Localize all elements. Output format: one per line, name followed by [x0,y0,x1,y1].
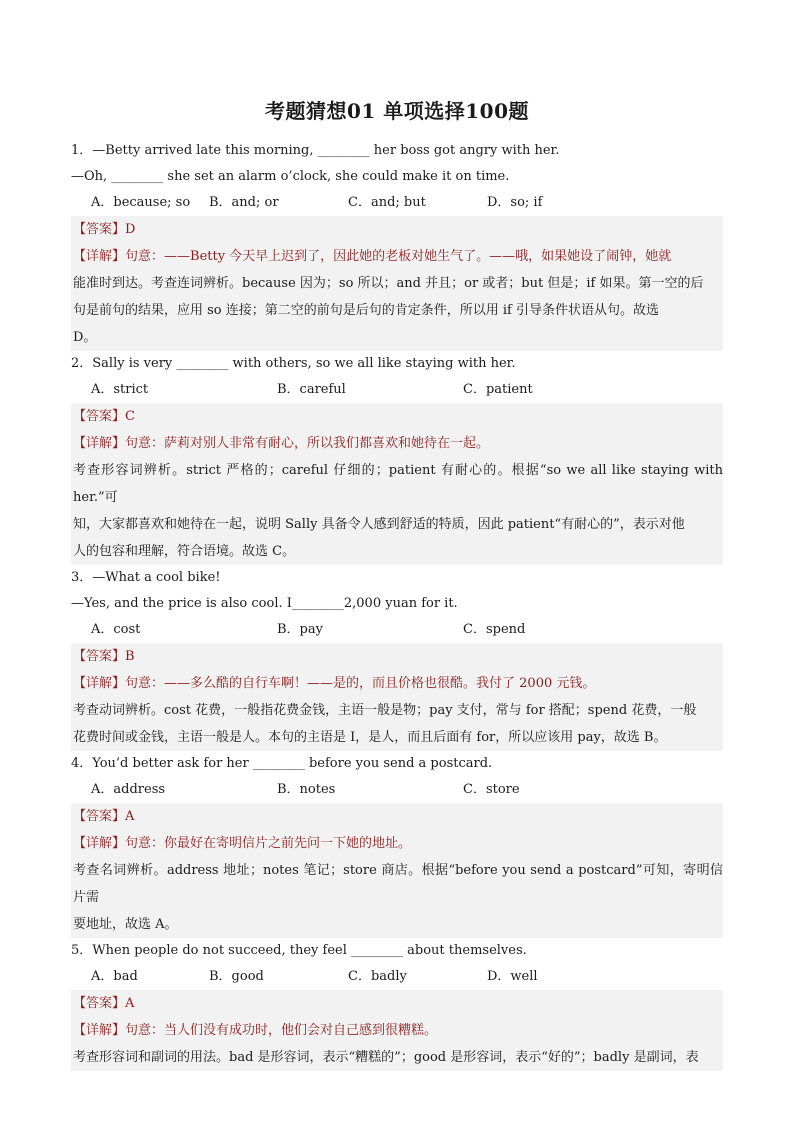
answer-label: 【答案】 [73,409,126,424]
answer-block [71,643,723,751]
detail-label: 【详解】 [73,1023,126,1038]
detail-text: 能准时到达。考查连词辨析。because 因为；so 所以；and 并且；or 或者；but 但是；if 如果。第一空的后 [73,276,704,291]
detail-text: D。 [73,330,97,345]
detail-line [71,324,723,351]
question-text: 4．You’d better ask for her ________ before you send a postcard. [71,756,493,771]
question-3 [71,565,723,751]
question-list [71,138,723,1071]
option-a[interactable]: A．bad [91,969,138,984]
detail-line [71,1044,723,1071]
detail-text: 句意：萨莉对别人非常有耐心，所以我们都喜欢和她待在一起。 [125,436,490,451]
detail-label: 【详解】 [73,676,126,691]
detail-text: 句是前句的结果，应用 so 连接；第二空的前句是后句的肯定条件，所以用 if 引导条件状语从句。故选 [73,303,659,318]
answer-value: C [125,409,135,424]
answer-label: 【答案】 [73,996,126,1011]
option-b[interactable]: B．notes [277,782,336,797]
option-d[interactable]: D．well [487,969,538,984]
question-text: 1．—Betty arrived late this morning, ________ her boss got angry with her. [71,143,560,158]
page-title: 考题猜想01 单项选择100题 [264,99,530,123]
detail-text: 句意：——多么酷的自行车啊！——是的，而且价格也很酷。我付了 2000 元钱。 [125,676,596,691]
detail-text: 要地址，故选 A。 [73,917,178,932]
detail-line [71,857,723,911]
option-c[interactable]: C．patient [463,382,533,397]
answer-value: D [125,222,136,237]
option-b[interactable]: B．pay [277,622,323,637]
question-text: —Yes, and the price is also cool. I________2,000 yuan for it. [71,596,458,611]
question-text: 2．Sally is very ________ with others, so we all like staying with her. [71,356,516,371]
answer-label: 【答案】 [73,649,126,664]
option-c[interactable]: C．store [463,782,520,797]
detail-line [71,830,723,857]
detail-line [71,511,723,538]
answer-label: 【答案】 [73,809,126,824]
question-4 [71,751,723,938]
detail-text: 花费时间或金钱，主语一般是人。本句的主语是 I，是人，而且后面有 for，所以应该用 pay，故选 B。 [73,730,667,745]
option-b[interactable]: B．and; or [209,195,279,210]
document-content [71,95,723,1071]
option-b[interactable]: B．good [209,969,264,984]
detail-text: 知，大家都喜欢和她待在一起，说明 Sally 具备令人感到舒适的特质，因此 patient“有耐心的”，表示对他 [73,517,685,532]
detail-label: 【详解】 [73,249,126,264]
answer-row [71,216,723,243]
option-d[interactable]: D．so; if [487,195,543,210]
answer-block [71,990,723,1071]
answer-row [71,403,723,430]
answer-label: 【答案】 [73,222,126,237]
answer-block [71,403,723,565]
options-row [71,377,723,403]
detail-line [71,911,723,938]
answer-value: A [125,809,135,824]
detail-text: 人的包容和理解，符合语境。故选 C。 [73,544,296,559]
detail-line [71,724,723,751]
answer-block [71,803,723,938]
detail-line [71,457,723,511]
option-a[interactable]: A．cost [91,622,141,637]
detail-line [71,538,723,565]
detail-line [71,430,723,457]
answer-block [71,216,723,351]
question-5 [71,938,723,1071]
answer-row [71,990,723,1017]
answer-value: B [125,649,135,664]
detail-label: 【详解】 [73,436,126,451]
question-2 [71,351,723,565]
detail-text: 考查形容词辨析。strict 严格的；careful 仔细的；patient 有耐心的。根据“so we all like staying with her.”可 [73,463,723,505]
detail-line [71,697,723,724]
detail-line [71,670,723,697]
question-text: 5．When people do not succeed, they feel ________ about themselves. [71,943,527,958]
detail-line [71,297,723,324]
detail-text: 考查形容词和副词的用法。bad 是形容词，表示“糟糕的”；good 是形容词，表示“好的”；badly 是副词，表 [73,1050,699,1065]
option-b[interactable]: B．careful [277,382,346,397]
detail-text: 考查名词辨析。address 地址；notes 笔记；store 商店。根据“before you send a postcard”可知，寄明信片需 [73,863,723,905]
option-a[interactable]: A．address [91,782,166,797]
detail-text: 句意：当人们没有成功时，他们会对自己感到很糟糕。 [125,1023,438,1038]
option-c[interactable]: C．badly [348,969,407,984]
detail-line [71,1017,723,1044]
option-c[interactable]: C．spend [463,622,526,637]
options-row [71,777,723,803]
options-row [71,617,723,643]
options-row [71,190,723,216]
detail-line [71,243,723,270]
answer-row [71,643,723,670]
option-a[interactable]: A．strict [91,382,149,397]
answer-row [71,803,723,830]
detail-label: 【详解】 [73,836,126,851]
options-row [71,964,723,990]
detail-text: 句意：你最好在寄明信片之前先问一下她的地址。 [125,836,412,851]
option-c[interactable]: C．and; but [348,195,426,210]
detail-text: 考查动词辨析。cost 花费，一般指花费金钱，主语一般是物；pay 支付，常与 for 搭配；spend 花费，一般 [73,703,697,718]
question-1 [71,138,723,351]
detail-text: 句意：——Betty 今天早上迟到了，因此她的老板对她生气了。——哦，如果她设了闹钟，她就 [125,249,672,264]
detail-line [71,270,723,297]
option-a[interactable]: A．because; so [91,195,191,210]
question-text: 3．—What a cool bike! [71,570,221,585]
answer-value: A [125,996,135,1011]
question-text: —Oh, ________ she set an alarm o’clock, she could make it on time. [71,169,510,184]
